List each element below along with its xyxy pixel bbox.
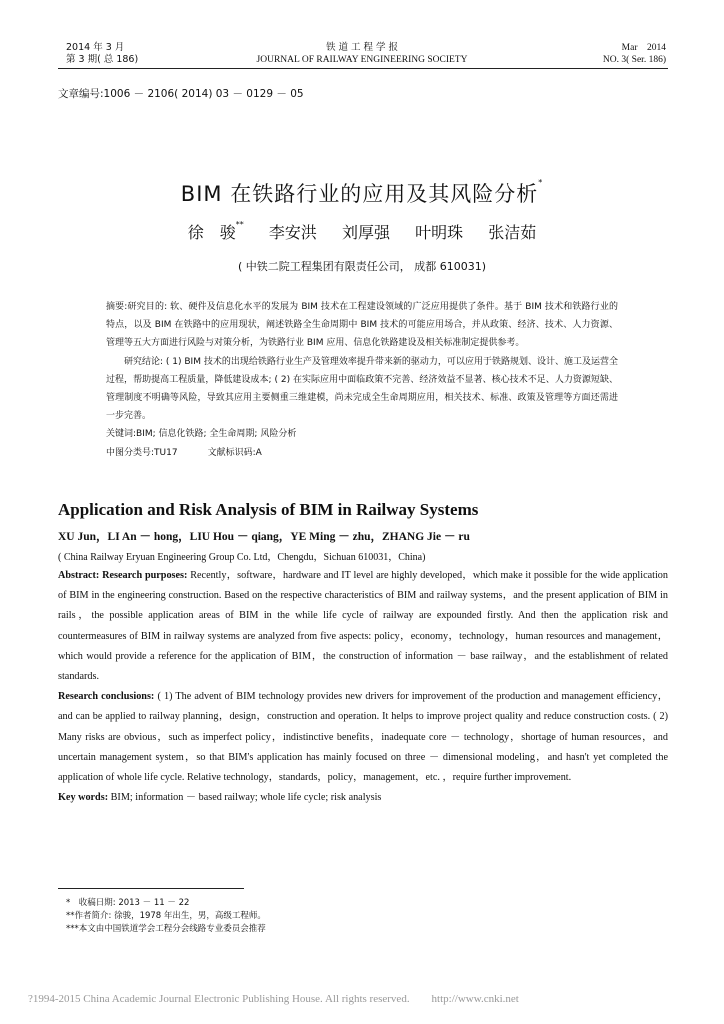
abstract-en-conclusions (58, 687, 668, 788)
footnote-item (66, 923, 266, 936)
title-footnote-mark: * (538, 178, 544, 187)
abstract-cn-label: 摘要: (106, 302, 128, 312)
keywords-cn-text: BIM; 信息化铁路; 全生命周期; 风险分析 (136, 429, 297, 440)
header-issue-date (66, 42, 138, 68)
header-date: 2014 年 3 月 (66, 42, 125, 53)
clc-value: TU17 (154, 447, 178, 458)
article-number-label: 文章编号: (58, 88, 104, 100)
author-list-en: XU Jun，LI An － hong，LIU Hou － qiang，YE Ming － zhu，ZHANG Jie － ru (58, 531, 470, 543)
header-rule (58, 68, 668, 69)
abstract-cn-purpose-text: 研究目的: 软、硬件及信息化水平的发展为 BIM 技术在工程建设领域的广泛应用提供了条件。基于 BIM 技术和铁路行业的特点，以及 BIM 在铁路中的应用现状，阐述铁路全生命周期中 BIM 技术的可能应用场合，并从政策、经济、技术、人力资源、管理等五大方面进行风险与对策分析，为铁路行业 BIM 应用、信息化铁路建设及相关标准制定提供参考。 (106, 302, 618, 349)
header-issue: 第 3 期( 总 186) (66, 54, 139, 65)
footnote-text: 本文由中国铁道学会工程分会线路专业委员会推荐 (78, 924, 266, 934)
abstract-cn-conclusion: 研究结论: ( 1) BIM 技术的出现给铁路行业生产及管理效率提升带来新的驱动力，可以应用于铁路规划、设计、施工及运营全过程，帮助提高工程质量，降低建设成本; ( 2) 在实际应用中面临政策不完善、经济效益不显著、核心技术不足、人力资源短缺、管理制度不明确等风险，导致其应用主要侧重三维建模，尚未完成全生命周期应用，相关技术、标准、政策及管理等方面还需进一步完善。 (106, 356, 618, 422)
conclusions-text: ( 1) The advent of BIM technology provides new drivers for improvement of the production and management efficiency，and can be applied to railway planning，design，construction and operation. It helps to improve project quality and reduce construction costs. ( 2) Many risks are obvious，such as imperfect policy，indistinctive benefits，inadequate core － technology，shortage of human resources，and uncertain management system，so that BIM's application has mainly focused on three － dimensional modeling，and hasn't yet completed the application of whole life cycle. Relative technology，standards，policy，management，etc. ，require further improvement. (58, 691, 668, 784)
journal-name (210, 42, 514, 68)
article-number (58, 86, 304, 101)
title-cn-text: BIM 在铁路行业的应用及其风险分析 (180, 182, 539, 206)
footnote-mark: *** (66, 924, 79, 934)
clc-label: 中图分类号: (106, 447, 155, 458)
footnote-mark: * (66, 898, 71, 908)
abstract-en-purposes (58, 566, 668, 687)
purposes-text: Recently，software，hardware and IT level are highly developed，which make it possible for the wide application of BIM in the engineering construction. Based on the respective characteristics of BIM and railway systems，and the present application of BIM in rails，the possible application areas of BIM in the while life cycle of railway are expounded firstly. And then the application risk and countermeasures of BIM in railway systems are analyzed from five aspects: policy，economy，technology，human resources and management，which would provide a reference for the application of BIM，the construction of information － base railway，and the establishment of related standards. (58, 570, 668, 683)
author-name: 张洁茹 (488, 223, 537, 242)
article-number-value: 1006 － 2106( 2014) 03 － 0129 － 05 (103, 88, 304, 100)
keywords-cn (106, 425, 618, 443)
author (415, 223, 463, 242)
abstract-en (58, 566, 668, 808)
keywords-en (58, 788, 668, 808)
abstract-cn-purpose (106, 298, 618, 353)
conclusions-label: Research conclusions: (58, 691, 155, 703)
keywords-cn-label: 关键词: (106, 429, 137, 440)
copyright-notice: ?1994-2015 China Academic Journal Electronic Publishing House. All rights reserved. http://www.cnki.net (28, 993, 519, 1005)
footnotes (66, 897, 266, 936)
affiliation-en: ( China Railway Eryuan Engineering Group Co. Ltd，Chengdu，Sichuan 610031，China) (58, 552, 426, 563)
journal-name-cn: 铁 道 工 程 学 报 (325, 42, 399, 53)
footnote-rule (58, 888, 244, 889)
keywords-en-text: BIM; information － based railway; whole life cycle; risk analysis (108, 792, 382, 804)
footnote-text: 收稿日期: 2013 － 11 － 22 (78, 898, 190, 908)
author (488, 223, 536, 242)
classification-line (106, 444, 618, 462)
author-name: 徐 骏 (187, 223, 236, 242)
doc-code-value: A (255, 447, 262, 458)
page-title-en: Application and Risk Analysis of BIM in Railway Systems (58, 500, 479, 519)
author-name: 刘厚强 (341, 223, 390, 242)
author-name: 李安洪 (268, 223, 317, 242)
author-name: 叶明珠 (415, 223, 464, 242)
header-date-en: Mar 2014 (621, 43, 666, 53)
keywords-en-label: Key words: (58, 792, 109, 804)
abstract-en-label: Abstract: (58, 570, 100, 581)
purposes-label: Research purposes: (102, 570, 188, 581)
header-issue-en (603, 42, 666, 68)
author (187, 220, 244, 242)
author-footnote-mark: ** (235, 220, 244, 229)
header-number-en: NO. 3( Ser. 186) (602, 55, 666, 65)
author (342, 223, 390, 242)
journal-name-en: JOURNAL OF RAILWAY ENGINEERING SOCIETY (256, 55, 468, 65)
doc-code-label: 文献标识码: (207, 447, 256, 458)
author-list-cn (0, 220, 724, 243)
footnote-item (66, 910, 266, 923)
footnote-item (66, 897, 266, 910)
footnote-mark: ** (66, 911, 75, 921)
abstract-cn (106, 298, 618, 462)
affiliation-cn: ( 中铁二院工程集团有限责任公司， 成都 610031) (237, 260, 487, 273)
footnote-text: 作者简介: 徐骏，1978 年出生，男，高级工程师。 (74, 911, 266, 921)
author (269, 223, 317, 242)
page-title-cn (0, 178, 724, 208)
